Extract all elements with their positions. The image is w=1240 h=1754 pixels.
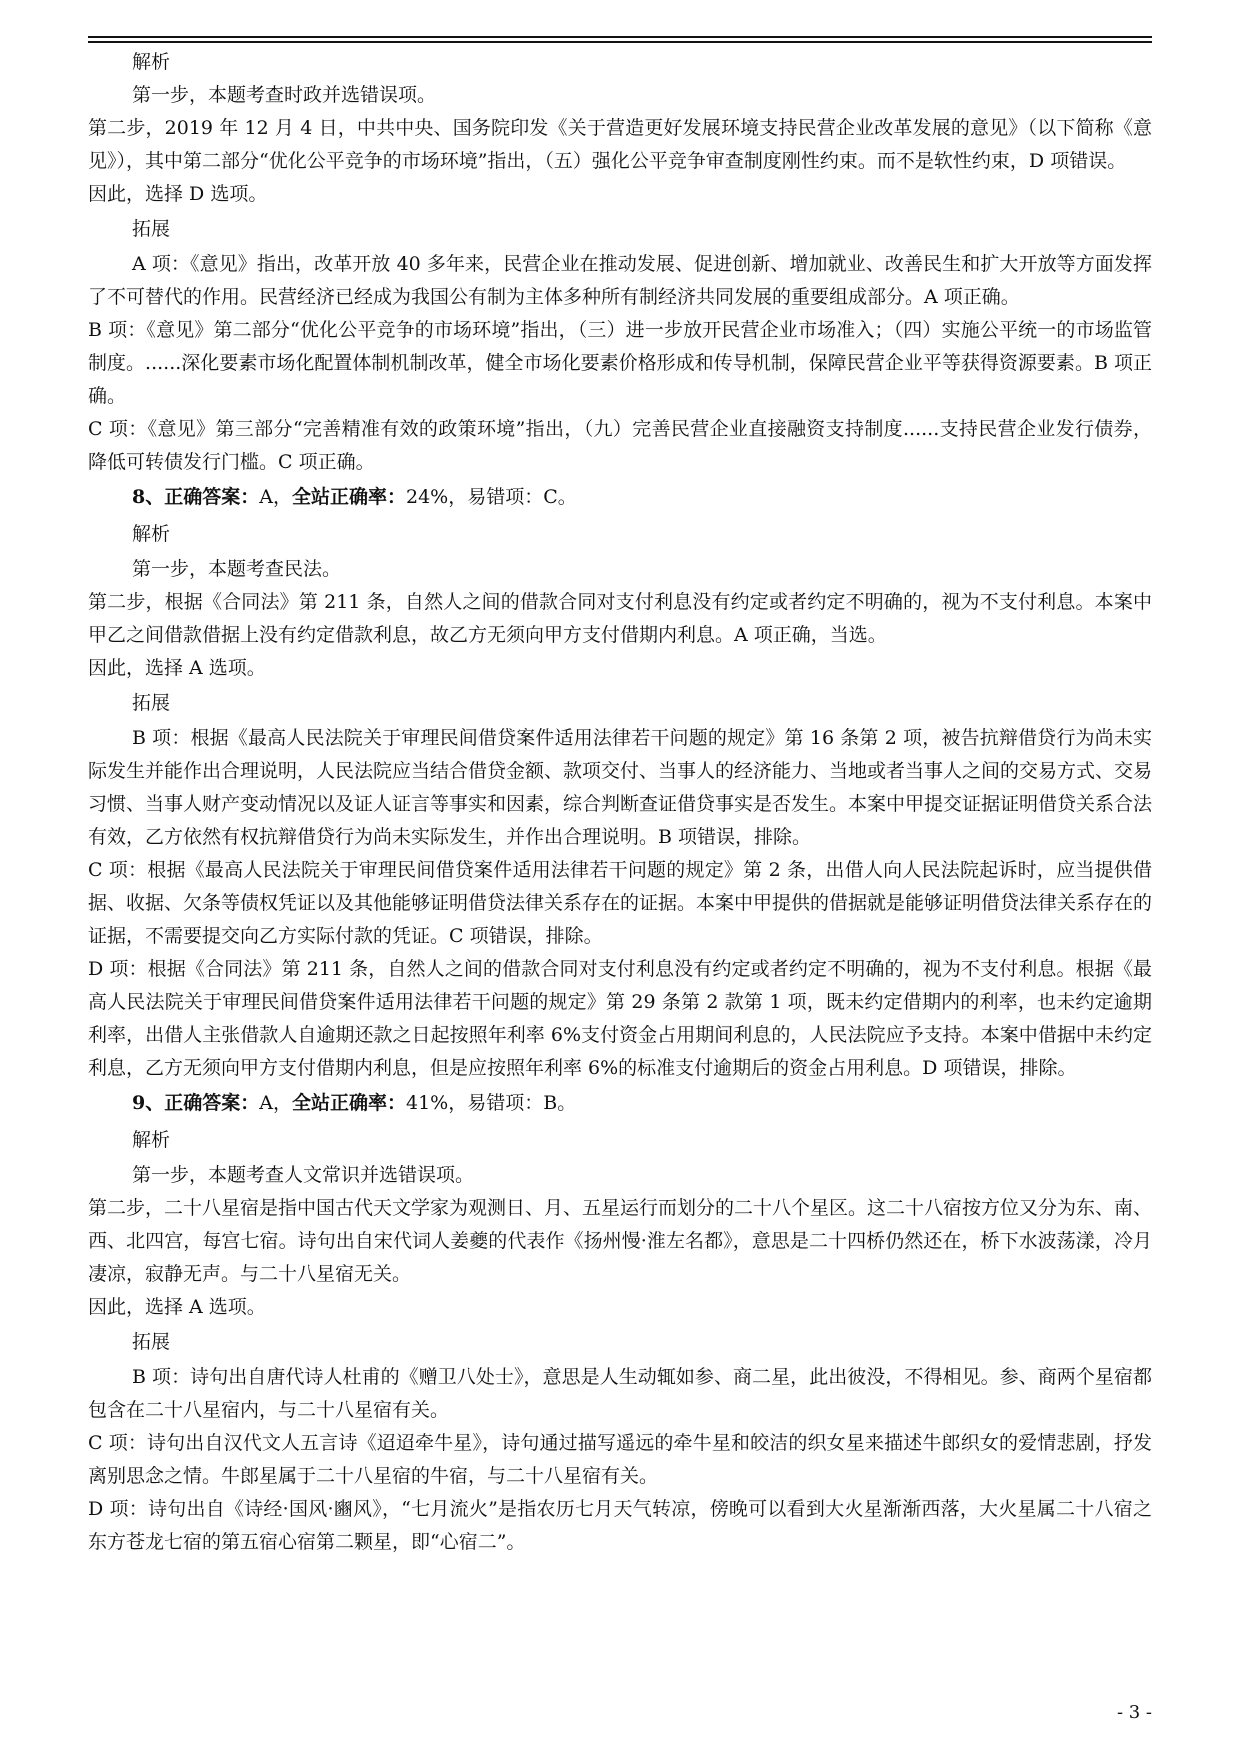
q8-ext-b: B 项：根据《最高人民法院关于审理民间借贷案件适用法律若干问题的规定》第 16 条第 2 项，被告抗辩借贷行为尚未实际发生并能作出合理说明，人民法院应当结合借贷金额、款项交付、当事人的经济能力、当地或者当事人之间的交易方式、交易习惯、当事人财产变动情况以及证人证言等事实和因素，综合判断查证借贷事实是否发生。本案中甲提交证据证明借贷关系合法有效，乙方依然有权抗辩借贷行为尚未实际发生，并作出合理说明。B 项错误，排除。 xyxy=(88,727,1153,848)
q9-number: 9、 xyxy=(132,1092,165,1114)
q8-rate: 24%，易错项：C。 xyxy=(406,486,577,508)
q7-analysis-label: 解析 xyxy=(132,51,171,73)
q8-number: 8、 xyxy=(132,486,165,508)
q9-ext-c: C 项：诗句出自汉代文人五言诗《迢迢牵牛星》，诗句通过描写遥远的牵牛星和皎洁的织女星来描述牛郎织女的爱情悲剧，抒发离别思念之情。牛郎星属于二十八星宿的牛宿，与二十八星宿有关。 xyxy=(88,1432,1152,1487)
q8-answer: A， xyxy=(259,486,292,508)
q8-analysis-label: 解析 xyxy=(132,523,171,545)
q8-answer-label: 正确答案： xyxy=(164,486,260,508)
q9-extension-label: 拓展 xyxy=(132,1331,171,1353)
q7-step2: 第二步，2019 年 12 月 4 日，中共中央、国务院印发《关于营造更好发展环境支持民营企业改革发展的意见》（以下简称《意见》），其中第二部分“优化公平竞争的市场环境”指出，（五）强化公平竞争审查制度刚性约束。而不是软性约束，D 项错误。 xyxy=(88,117,1152,172)
q9-answer: A， xyxy=(259,1092,292,1114)
q8-extension-label: 拓展 xyxy=(132,692,171,714)
q9-ext-d: D 项：诗句出自《诗经·国风·豳风》，“七月流火”是指农历七月天气转凉，傍晚可以看到大火星渐渐西落，大火星属二十八宿之东方苍龙七宿的第五宿心宿第二颗星，即“心宿二”。 xyxy=(88,1498,1152,1553)
q7-extension-label: 拓展 xyxy=(132,218,171,240)
q8-answer-line xyxy=(88,479,1152,516)
q7-ext-b: B 项：《意见》第二部分“优化公平竞争的市场环境”指出，（三）进一步放开民营企业市场准入；（四）实施公平统一的市场监管制度。......深化要素市场化配置体制机制改革，健全市场化要素价格形成和传导机制，保障民营企业平等获得资源要素。B 项正确。 xyxy=(88,319,1152,407)
q8-rate-label: 全站正确率： xyxy=(291,486,406,508)
q8-step1: 第一步，本题考查民法。 xyxy=(132,558,342,580)
q8-ext-d: D 项：根据《合同法》第 211 条，自然人之间的借款合同对支付利息没有约定或者约定不明确的，视为不支付利息。根据《最高人民法院关于审理民间借贷案件适用法律若干问题的规定》第 29 条第 2 款第 1 项，既未约定借期内的利率，也未约定逾期利率，出借人主张借款人自逾期还款之日起按照年利率 6%支付资金占用期间利息的，人民法院应予支持。本案中借据中未约定利息，乙方无须向甲方支付借期内利息，但是应按照年利率 6%的标准支付逾期后的资金占用利息。D 项错误，排除。 xyxy=(88,958,1152,1079)
q7-ext-c: C 项：《意见》第三部分“完善精准有效的政策环境”指出，（九）完善民营企业直接融资支持制度......支持民营企业发行债券，降低可转债发行门槛。C 项正确。 xyxy=(88,418,1152,473)
q9-step1: 第一步，本题考查人文常识并选错误项。 xyxy=(132,1164,475,1186)
q9-answer-line xyxy=(88,1085,1152,1122)
q9-ext-b: B 项：诗句出自唐代诗人杜甫的《赠卫八处士》，意思是人生动辄如参、商二星，此出彼没，不得相见。参、商两个星宿都包含在二十八星宿内，与二十八星宿有关。 xyxy=(88,1366,1152,1421)
q7-ext-a: A 项：《意见》指出，改革开放 40 多年来，民营企业在推动发展、促进创新、增加就业、改善民生和扩大开放等方面发挥了不可替代的作用。民营经济已经成为我国公有制为主体多种所有制经济共同发展的重要组成部分。A 项正确。 xyxy=(88,253,1152,308)
q9-step2: 第二步，二十八星宿是指中国古代天文学家为观测日、月、五星运行而划分的二十八个星区。这二十八宿按方位又分为东、南、西、北四宫，每宫七宿。诗句出自宋代词人姜夔的代表作《扬州慢·淮左名都》，意思是二十四桥仍然还在，桥下水波荡漾，冷月凄凉，寂静无声。与二十八星宿无关。 xyxy=(88,1197,1153,1285)
q7-step1: 第一步，本题考查时政并选错误项。 xyxy=(132,84,437,106)
q9-rate-label: 全站正确率： xyxy=(291,1092,406,1114)
q7-conclusion: 因此，选择 D 选项。 xyxy=(88,183,268,205)
document-body xyxy=(88,46,1152,1559)
header-rule-bottom xyxy=(88,41,1152,43)
q8-step2: 第二步，根据《合同法》第 211 条，自然人之间的借款合同对支付利息没有约定或者约定不明确的，视为不支付利息。本案中甲乙之间借款借据上没有约定借款利息，故乙方无须向甲方支付借期内利息。A 项正确，当选。 xyxy=(88,591,1152,646)
header-rule-top xyxy=(88,36,1152,38)
q9-conclusion: 因此，选择 A 选项。 xyxy=(88,1296,266,1318)
q8-ext-c: C 项：根据《最高人民法院关于审理民间借贷案件适用法律若干问题的规定》第 2 条，出借人向人民法院起诉时，应当提供借据、收据、欠条等债权凭证以及其他能够证明借贷法律关系存在的证据。本案中甲提供的借据就是能够证明借贷法律关系存在的证据，不需要提交向乙方实际付款的凭证。C 项错误，排除。 xyxy=(88,859,1153,947)
q9-analysis-label: 解析 xyxy=(132,1129,171,1151)
page-number: - 3 - xyxy=(1116,1702,1152,1723)
q9-rate: 41%，易错项：B。 xyxy=(406,1092,577,1114)
q9-answer-label: 正确答案： xyxy=(164,1092,260,1114)
q8-conclusion: 因此，选择 A 选项。 xyxy=(88,657,266,679)
